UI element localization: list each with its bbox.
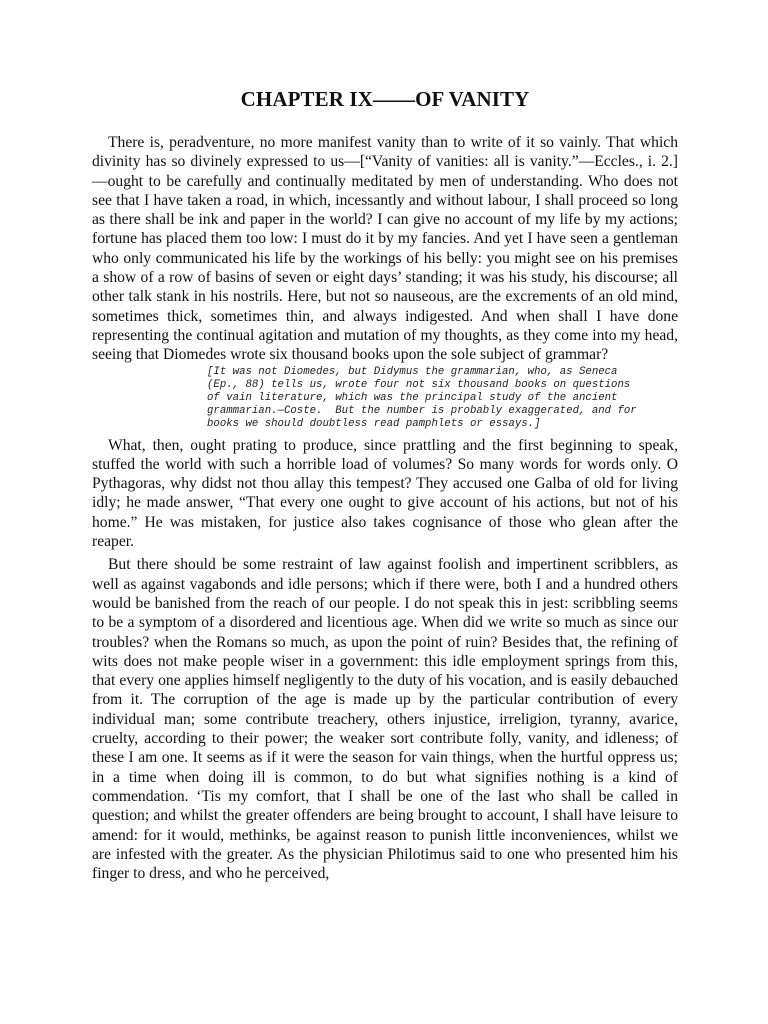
chapter-title: CHAPTER IX——OF VANITY xyxy=(240,87,530,111)
paragraph-3: But there should be some restraint of law against foolish and impertinent scribblers, as well as against vagabonds and idle persons; which if there were, both I and a hundred others would be banished from the reach of our people. I do not speak this in jest: scribbling seems to be a symptom of a disordered and licentious age. When did we write so much as since our troubles? when the Romans so much, as upon the point of ruin? Besides that, the refining of wits does not make people wiser in a government: this idle employment springs from this, that every one applies himself negligently to the duty of his vocation, and is easily debauched from it. The corruption of the age is made up by the particular contribution of every individual man; some contribute treachery, others injustice, irreligion, tyranny, avarice, cruelty, according to their power; the weaker sort contribute folly, vanity, and idleness; of these I am one. It seems as if it were the season for vain things, when the hurtful oppress us; in a time when doing ill is common, to do but what signifies nothing is a kind of commendation. ‘Tis my comfort, that I shall be one of the last who shall be called in question; and whilst the greater offenders are being brought to account, I shall have leisure to amend: for it would, methinks, be against reason to punish little inconveniences, whilst we are infested with the greater. As the physician Philotimus said to one who presented him his finger to dress, and who he perceived, xyxy=(92,556,678,883)
footnote: [It was not Diomedes, but Didymus the grammarian, who, as Seneca (Ep., 88) tells us, wrote four not six thousand books on questions of vain literature, which was the principal study of the ancient grammarian.—Coste. But the number is probably exaggerated, and for books we should doubtless read pamphlets or essays.] xyxy=(207,365,637,430)
paragraph-1: There is, peradventure, no more manifest vanity than to write of it so vainly. That which divinity has so divinely expressed to us—[“Vanity of vanities: all is vanity.”—Eccles., i. 2.]—ought to be carefully and continually meditated by men of understanding. Who does not see that I have taken a road, in which, incessantly and without labour, I shall proceed so long as there shall be ink and paper in the world? I can give no account of my life by my actions; fortune has placed them too low: I must do it by my fancies. And yet I have seen a gentleman who only communicated his life by the workings of his belly: you might see on his premises a show of a row of basins of seven or eight days’ standing; it was his study, his discourse; all other talk stank in his nostrils. Here, but not so nauseous, are the excrements of an old mind, sometimes thick, sometimes thin, and always indigested. And when shall I have done representing the continual agitation and mutation of my thoughts, as they come into my head, seeing that Diomedes wrote six thousand books upon the sole subject of grammar? xyxy=(92,134,678,364)
paragraph-2: What, then, ought prating to produce, since prattling and the first beginning to speak, stuffed the world with such a horrible load of volumes? So many words for words only. O Pythagoras, why didst not thou allay this tempest? They accused one Galba of old for living idly; he made answer, “That every one ought to give account of his actions, but not of his home.” He was mistaken, for justice also takes cognisance of those who glean after the reaper. xyxy=(92,436,678,551)
